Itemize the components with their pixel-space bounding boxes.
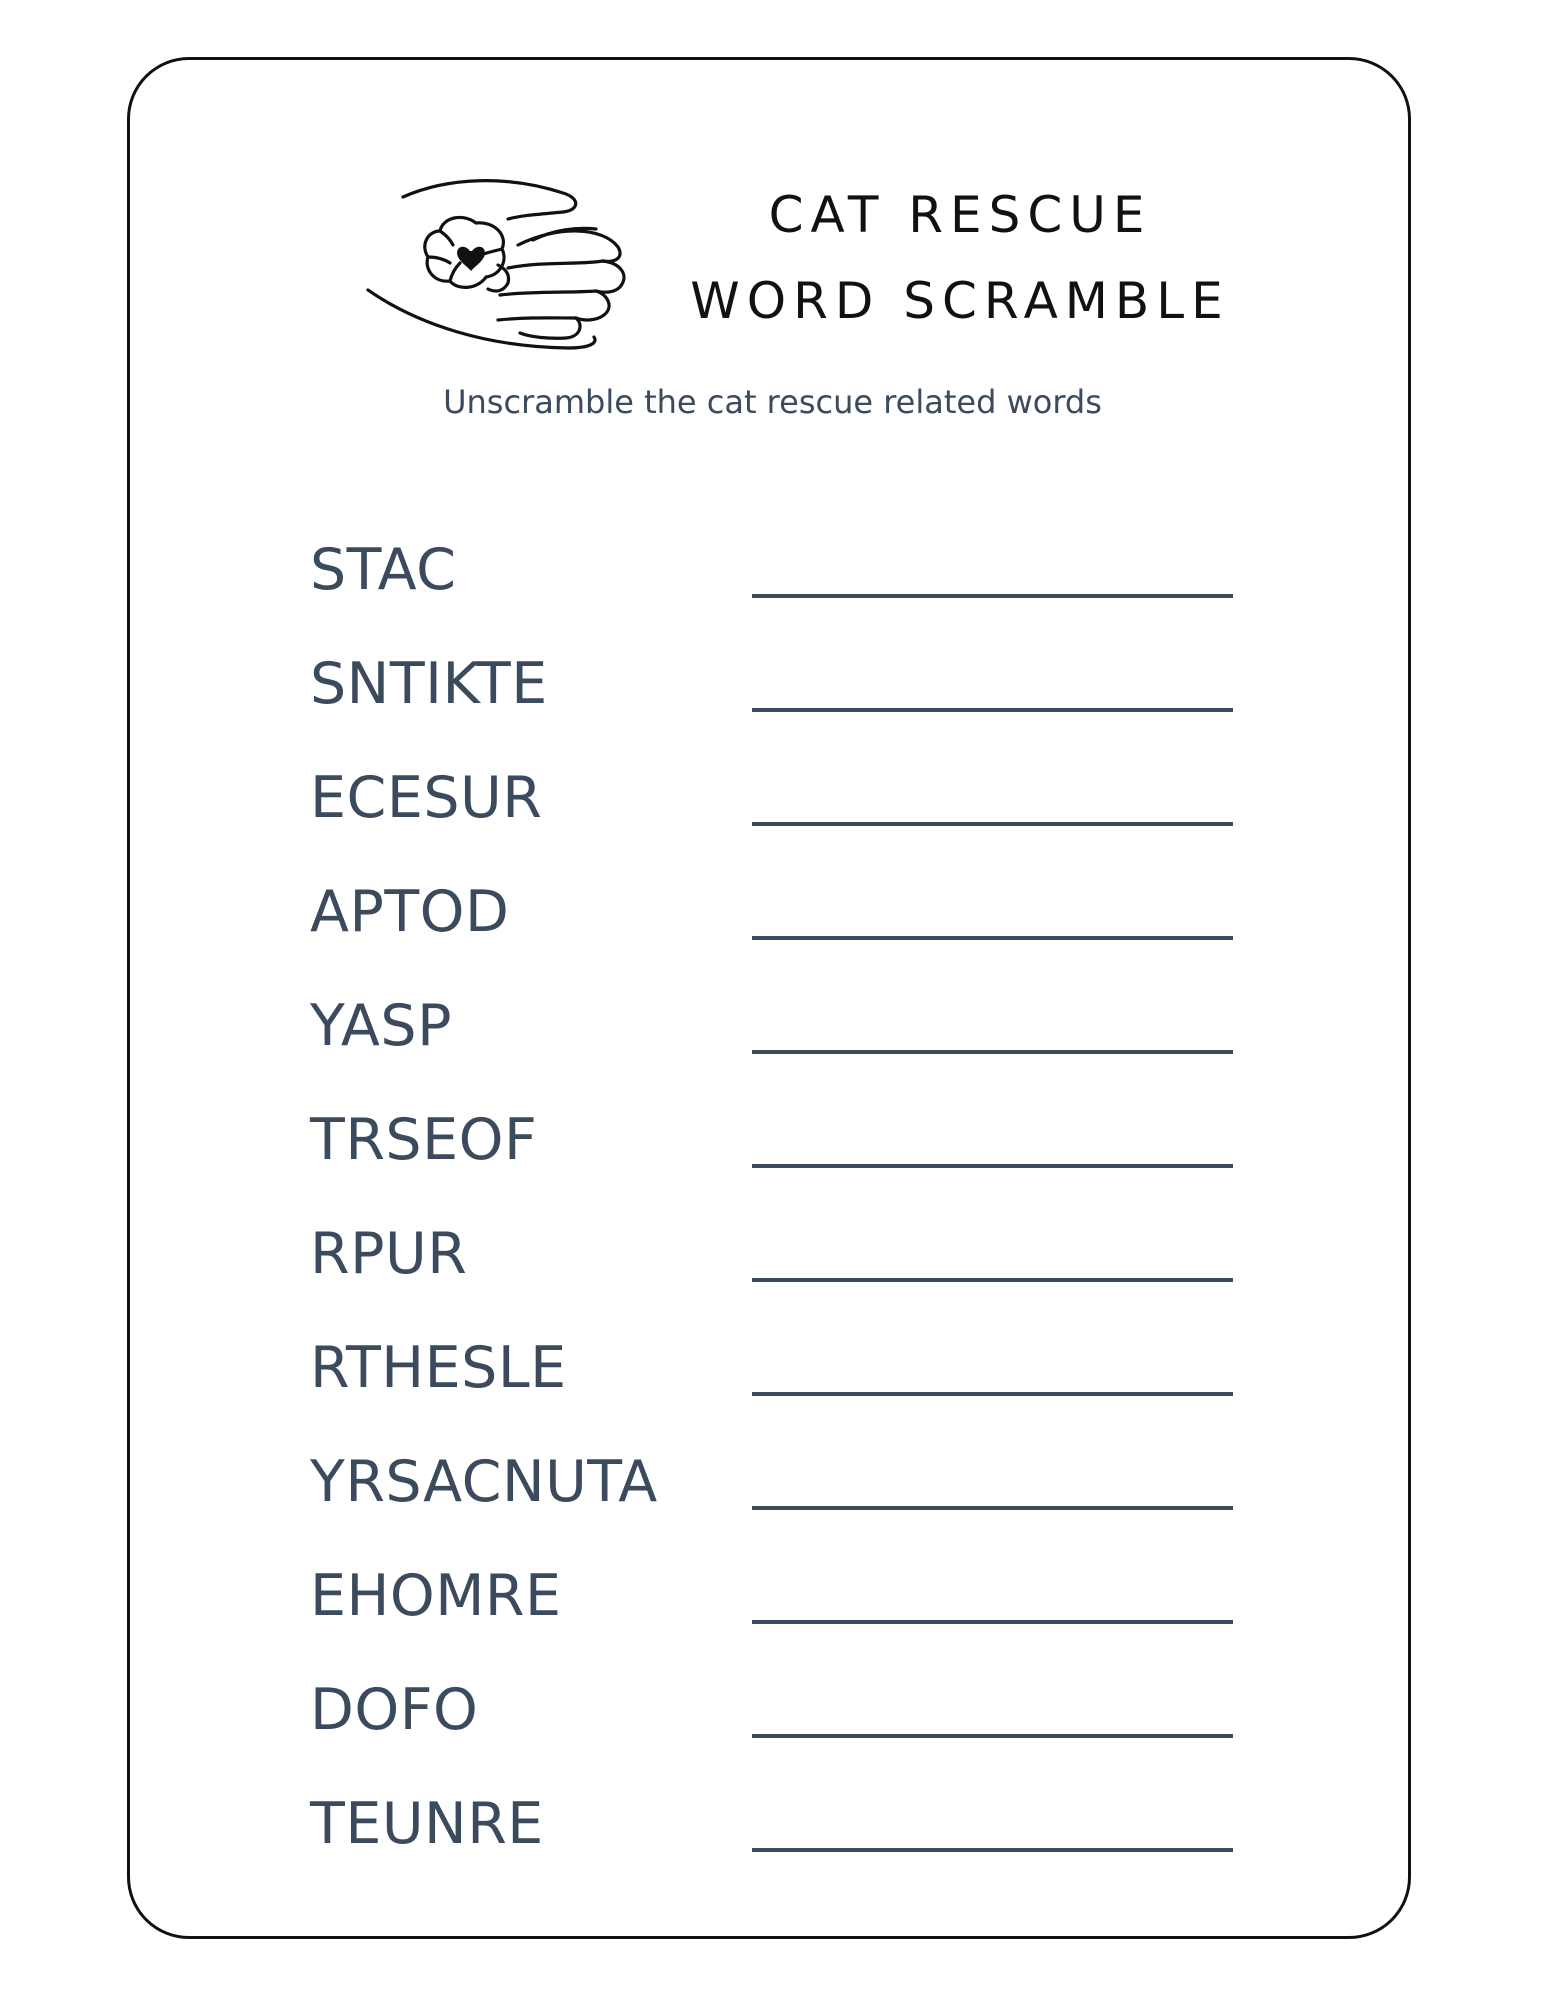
scrambled-word: RTHESLE [310,1335,567,1401]
word-row [0,872,1545,952]
word-row [0,986,1545,1066]
scrambled-word: APTOD [310,879,510,945]
word-row [0,1100,1545,1180]
title-line-1: CAT RESCUE [768,186,1152,244]
answer-line [752,594,1233,598]
word-row [0,1214,1545,1294]
word-row [0,1670,1545,1750]
word-row [0,1784,1545,1864]
answer-line [752,936,1233,940]
word-row [0,1328,1545,1408]
word-row [0,758,1545,838]
answer-line [752,1050,1233,1054]
word-row [0,1556,1545,1636]
scrambled-word: SNTIKTE [310,651,548,717]
answer-line [752,822,1233,826]
scrambled-word: ECESUR [310,765,543,831]
answer-line [752,1734,1233,1738]
scrambled-word: TRSEOF [310,1107,538,1173]
answer-line [752,1620,1233,1624]
instructions: Unscramble the cat rescue related words [443,383,1102,421]
answer-line [752,1164,1233,1168]
answer-line [752,1278,1233,1282]
answer-line [752,1506,1233,1510]
scrambled-word: YRSACNUTA [310,1449,658,1515]
word-row [0,644,1545,724]
title-line-2: WORD SCRAMBLE [690,272,1230,330]
word-row [0,1442,1545,1522]
answer-line [752,1848,1233,1852]
scrambled-word: YASP [310,993,452,1059]
answer-line [752,1392,1233,1396]
scrambled-word: TEUNRE [310,1791,544,1857]
scrambled-word: STAC [310,537,457,603]
scrambled-word: RPUR [310,1221,468,1287]
scrambled-word: EHOMRE [310,1563,562,1629]
word-row [0,530,1545,610]
answer-line [752,708,1233,712]
scrambled-word: DOFO [310,1677,479,1743]
